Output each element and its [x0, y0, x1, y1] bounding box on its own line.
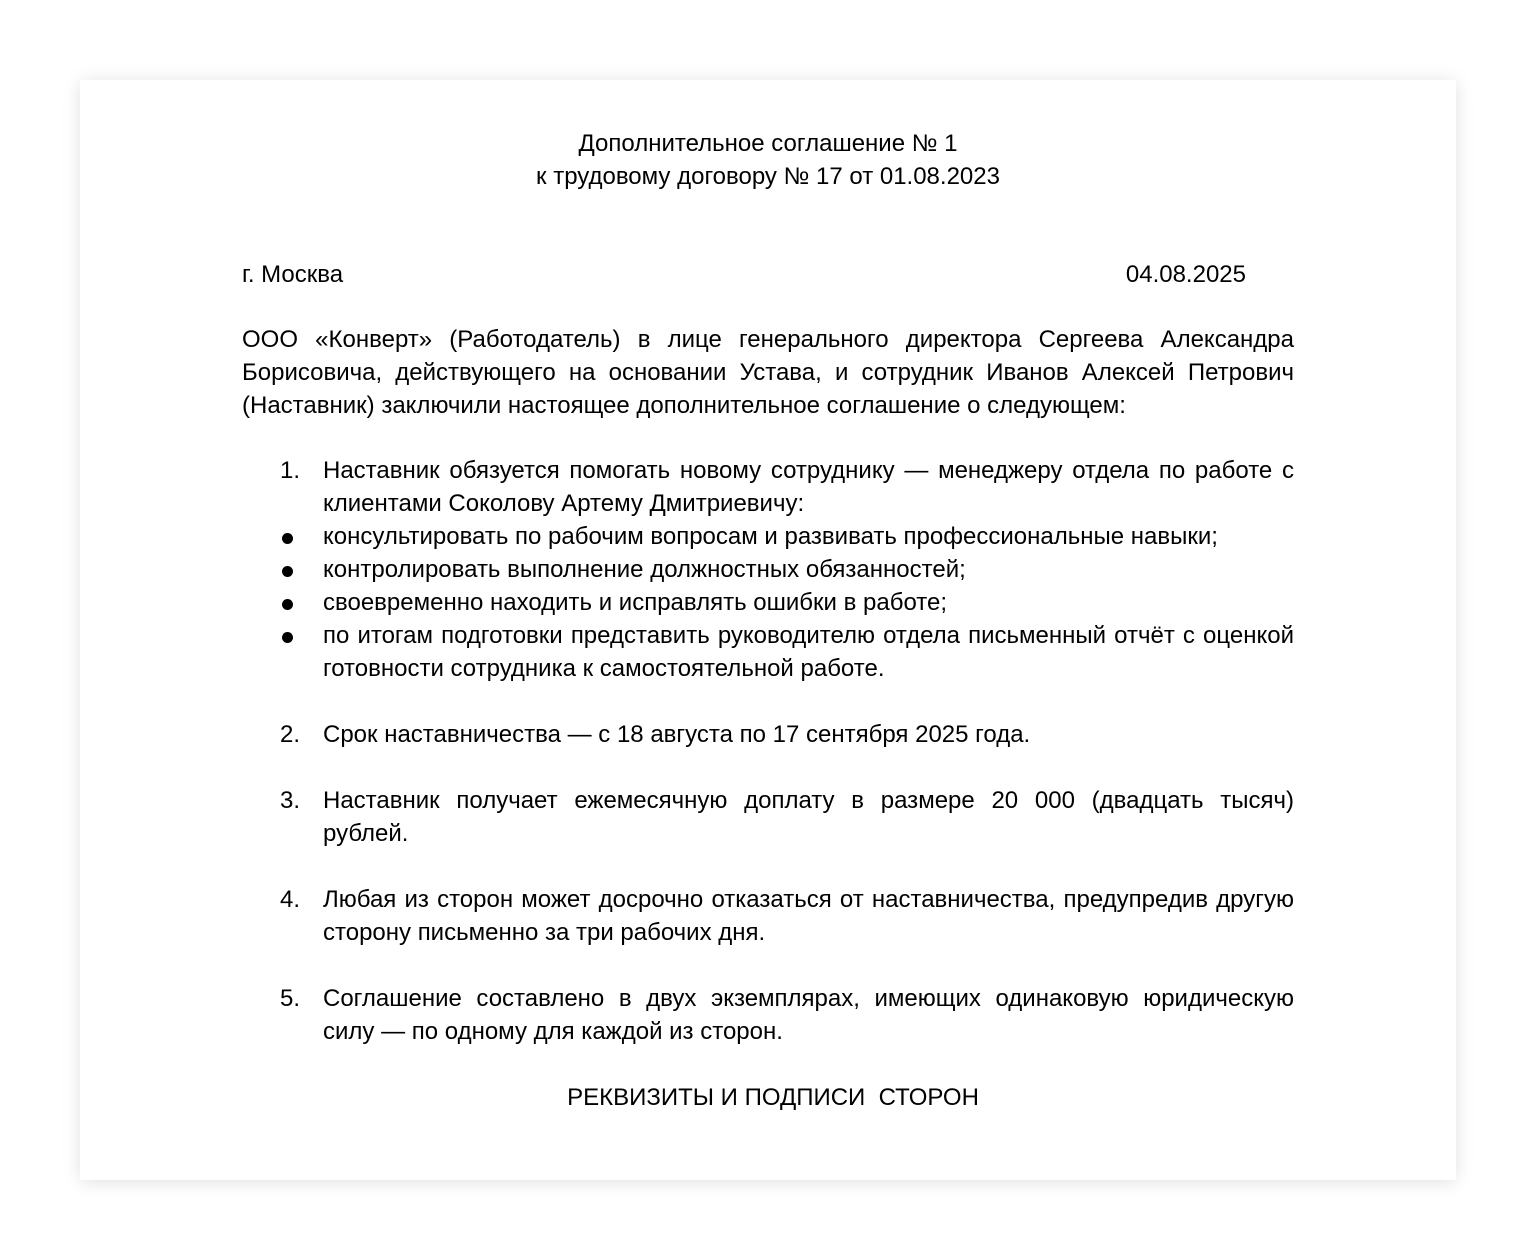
document-date: 04.08.2025: [1125, 261, 1246, 288]
document-content: [242, 127, 1294, 1114]
bullet-icon: [282, 599, 293, 610]
document-title: [242, 127, 1294, 193]
bullet-icon: [282, 632, 293, 643]
clause-number: 4.: [280, 886, 301, 913]
clause-text: Наставник получает ежемесячную доплату в размере 20 000 (двадцать тысяч) рублей.: [323, 787, 1294, 847]
title-line-contract-reference: к трудовому договору № 17 от 01.08.2023: [536, 163, 1000, 190]
clause-1-duties-list: [242, 520, 1294, 685]
clause-text: Любая из сторон может досрочно отказаться от наставничества, предупредив другую сторону письменно за три рабочих дня.: [323, 886, 1294, 946]
clause-4: [242, 883, 1294, 949]
city: г. Москва: [242, 261, 344, 288]
place-and-date: [242, 258, 1294, 291]
clause-number: 5.: [280, 985, 301, 1012]
clause-number: 3.: [280, 787, 301, 814]
list-item-text: по итогам подготовки представить руководителю отдела письменный отчёт с оценкой готовности сотрудника к самостоятельной работе.: [323, 622, 1294, 682]
clause-3: [242, 784, 1294, 850]
list-item-text: своевременно находить и исправлять ошибки в работе;: [323, 589, 947, 616]
clause-text: Соглашение составлено в двух экземплярах, имеющих одинаковую юридическую силу — по одному для каждой из сторон.: [323, 985, 1294, 1045]
list-item: [242, 619, 1294, 685]
title-line-agreement: Дополнительное соглашение № 1: [578, 130, 958, 157]
clause-number: 2.: [280, 721, 301, 748]
signatures-heading: РЕКВИЗИТЫ И ПОДПИСИ СТОРОН: [567, 1084, 979, 1111]
clause-5: [242, 982, 1294, 1048]
clause-number: 1.: [280, 457, 301, 484]
clause-1: [242, 454, 1294, 520]
list-item: [242, 520, 1294, 553]
preamble-paragraph: ООО «Конверт» (Работодатель) в лице генерального директора Сергеева Александра Борисовича, действующего на основании Устава, и сотрудник Иванов Алексей Петрович (Наставник) заключили настоящее дополнительное соглашение о следующем:: [242, 326, 1294, 419]
bullet-icon: [282, 533, 293, 544]
clause-text: Срок наставничества — с 18 августа по 17 сентября 2025 года.: [323, 721, 1031, 748]
bullet-icon: [282, 566, 293, 577]
list-item-text: консультировать по рабочим вопросам и развивать профессиональные навыки;: [323, 523, 1218, 550]
clause-text: Наставник обязуется помогать новому сотруднику — менеджеру отдела по работе с клиентами Соколову Артему Дмитриевичу:: [323, 457, 1294, 517]
list-item: [242, 553, 1294, 586]
clause-2: [242, 718, 1294, 751]
list-item: [242, 586, 1294, 619]
list-item-text: контролировать выполнение должностных обязанностей;: [323, 556, 966, 583]
